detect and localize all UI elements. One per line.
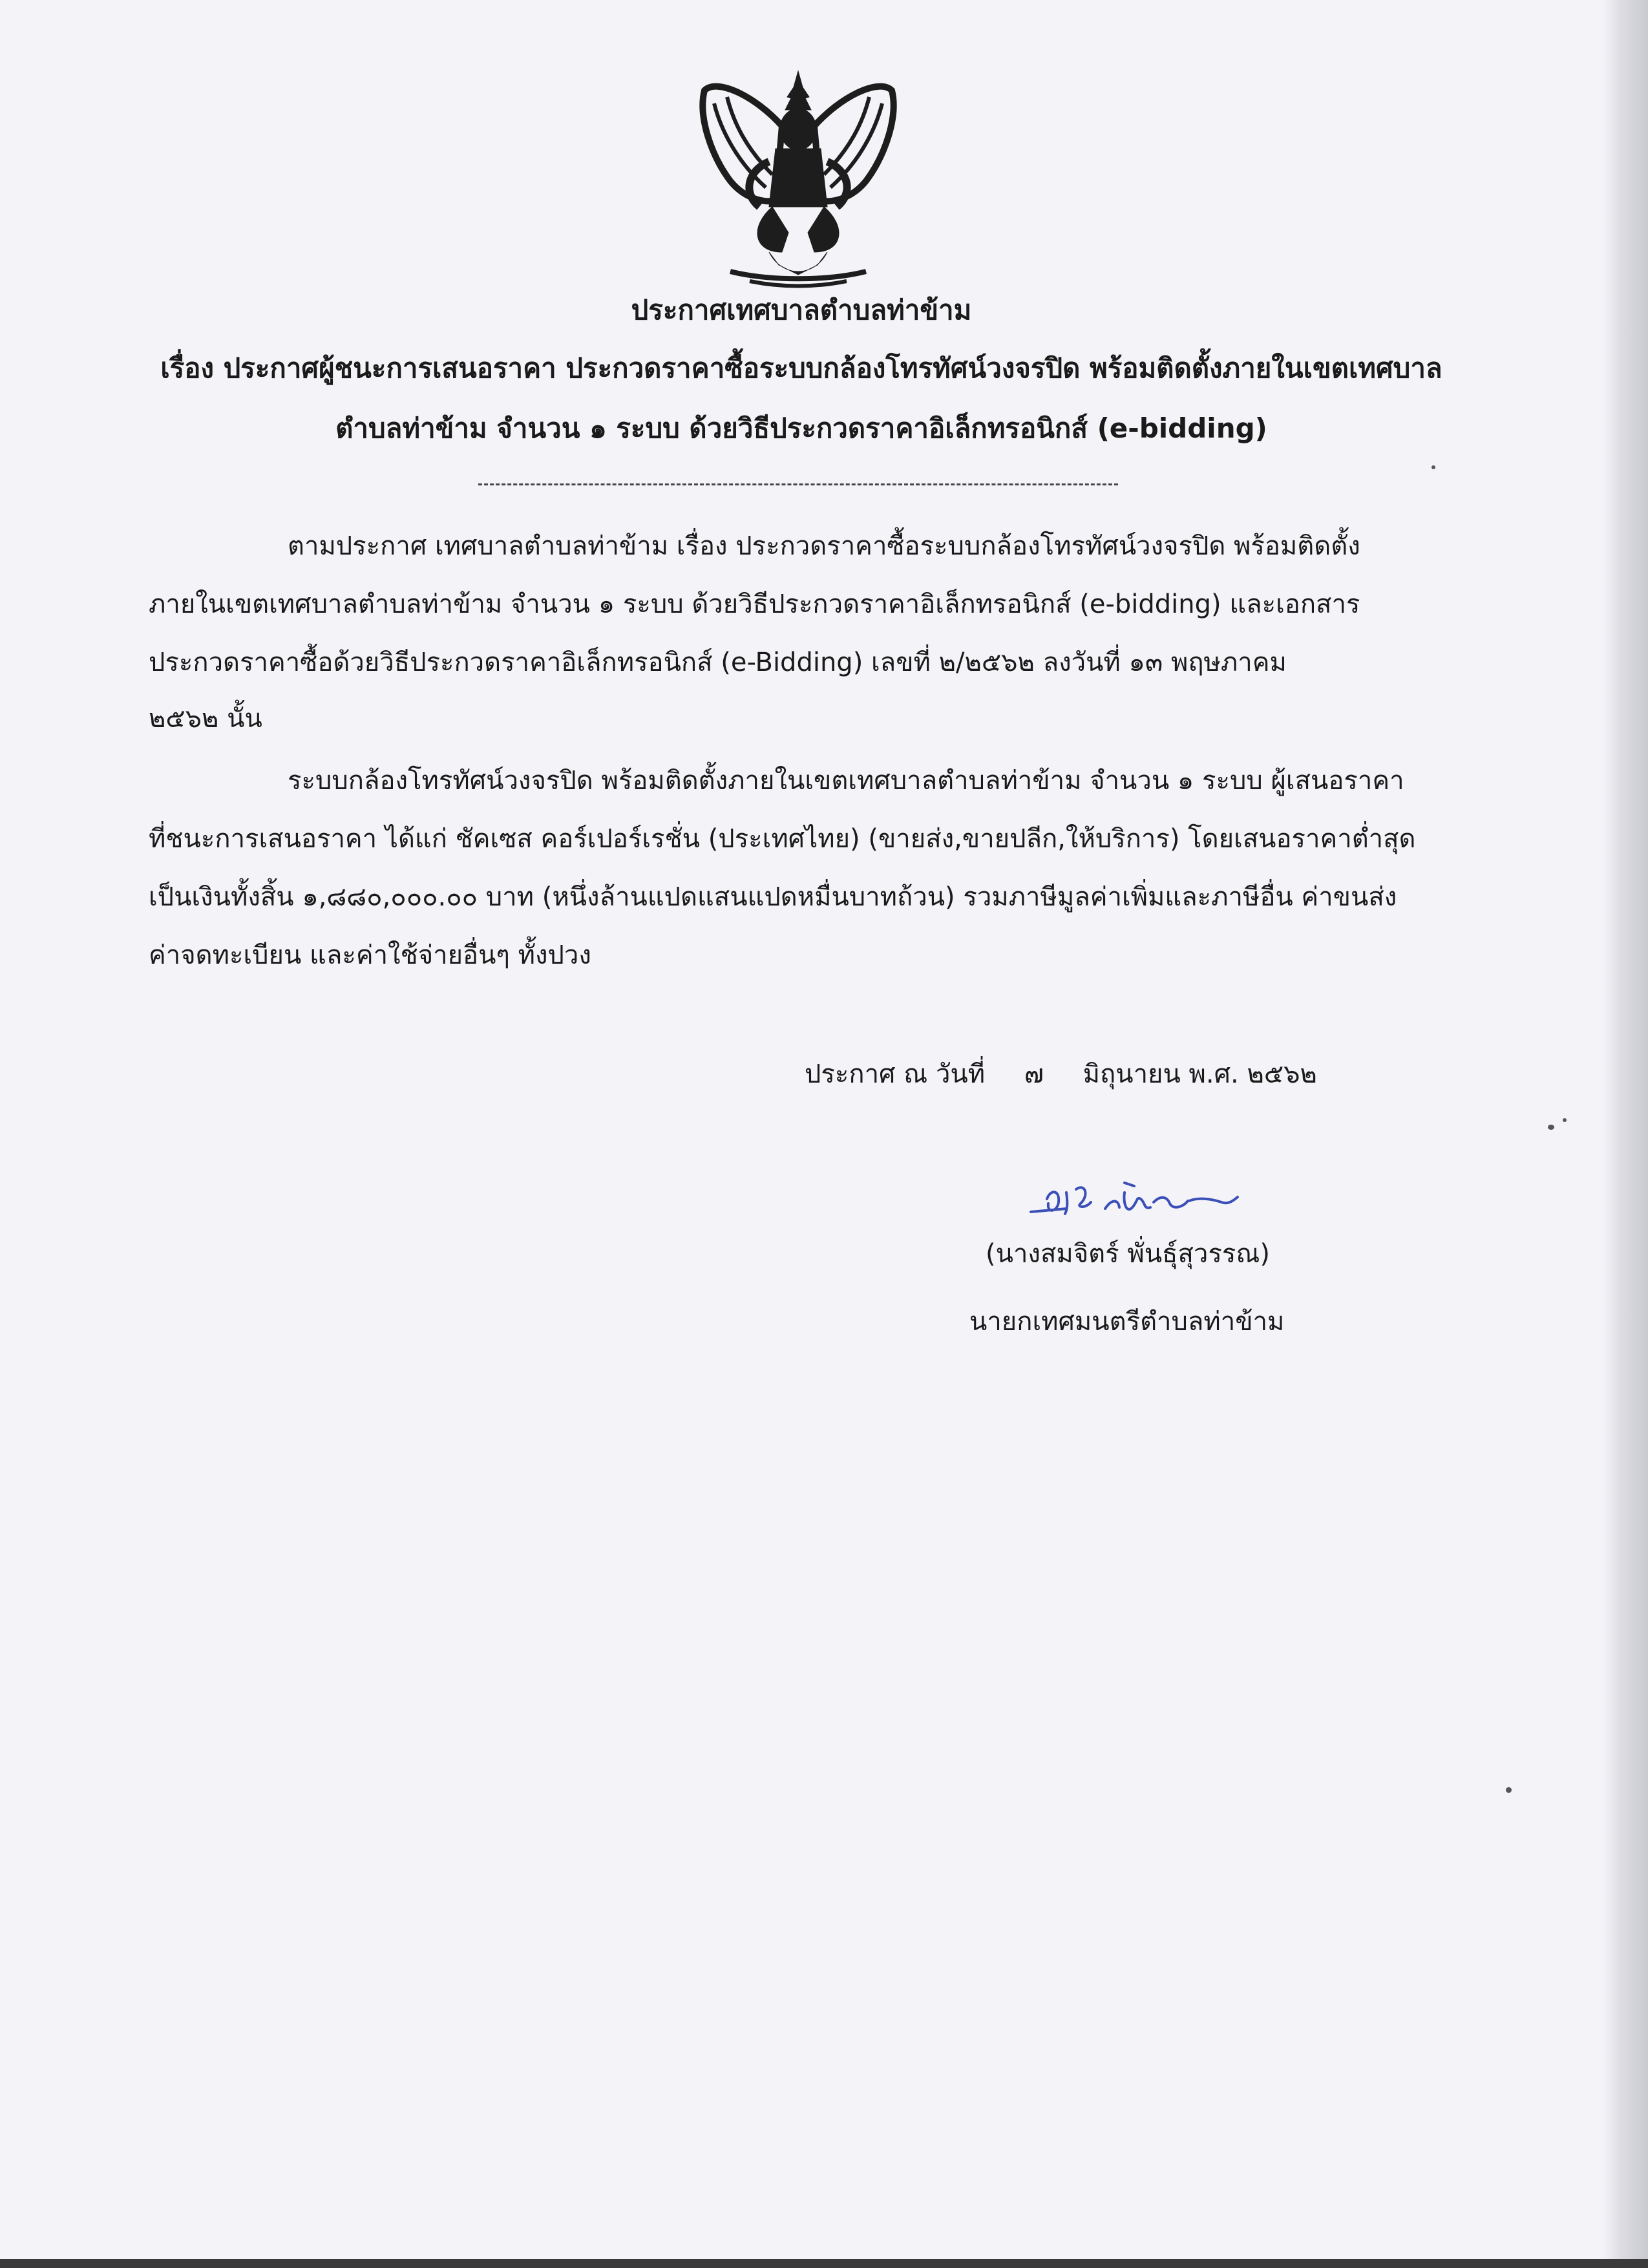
date-day: ๗	[1024, 1059, 1044, 1089]
scan-edge-bottom	[0, 2259, 1648, 2268]
signatory-name: (นางสมจิตร์ พั่นธุ์สุวรรณ)	[986, 1239, 1271, 1269]
date-month-year: มิถุนายน พ.ศ. ๒๕๖๒	[1083, 1059, 1317, 1089]
signatory-position: นายกเทศมนตรีตำบลท่าข้าม	[969, 1307, 1285, 1337]
document-title: ประกาศเทศบาลตำบลท่าข้าม	[631, 294, 972, 326]
paragraph-2-line-3: เป็นเงินทั้งสิ้น ๑,๘๘๐,๐๐๐.๐๐ บาท (หนึ่งล้านแปดแสนแปดหมื่นบาทถ้วน) รวมภาษีมูลค่าเพิ่มและภาษีอื่น ค่าขนส่ง	[149, 882, 1397, 912]
paragraph-1-line-1: ตามประกาศ เทศบาลตำบลท่าข้าม เรื่อง ประกวดราคาซื้อระบบกล้องโทรทัศน์วงจรปิด พร้อมติดตั้ง	[288, 531, 1360, 561]
paragraph-1-line-2: ภายในเขตเทศบาลตำบลท่าข้าม จำนวน ๑ ระบบ ด้วยวิธีประกวดราคาอิเล็กทรอนิกส์ (e-bidding) และเอกสาร	[149, 589, 1360, 619]
scan-edge-right	[1603, 0, 1648, 2268]
paragraph-1-line-4: ๒๕๖๒ นั้น	[149, 704, 262, 734]
scan-speck	[1563, 1118, 1567, 1122]
scan-speck	[1431, 465, 1435, 469]
scan-speck	[1506, 1787, 1512, 1793]
garuda-emblem-icon	[692, 58, 905, 291]
announcement-date	[805, 1055, 1317, 1094]
subject-line-1: เรื่อง ประกาศผู้ชนะการเสนอราคา ประกวดราคาซื้อระบบกล้องโทรทัศน์วงจรปิด พร้อมติดตั้งภายในเขตเทศบาล	[160, 352, 1442, 384]
divider-line	[478, 483, 1118, 485]
subject-line-2: ตำบลท่าข้าม จำนวน ๑ ระบบ ด้วยวิธีประกวดราคาอิเล็กทรอนิกส์ (e-bidding)	[335, 412, 1267, 444]
paragraph-1-line-3: ประกวดราคาซื้อด้วยวิธีประกวดราคาอิเล็กทรอนิกส์ (e-Bidding) เลขที่ ๒/๒๕๖๒ ลงวันที่ ๑๓ พฤษภาคม	[149, 648, 1287, 677]
paragraph-2-line-4: ค่าจดทะเบียน และค่าใช้จ่ายอื่นๆ ทั้งปวง	[149, 940, 591, 970]
handwritten-signature	[1028, 1163, 1241, 1235]
scan-speck	[1548, 1125, 1554, 1130]
paragraph-2-line-1: ระบบกล้องโทรทัศน์วงจรปิด พร้อมติดตั้งภายในเขตเทศบาลตำบลท่าข้าม จำนวน ๑ ระบบ ผู้เสนอราคา	[288, 766, 1404, 796]
date-prefix: ประกาศ ณ วันที่	[805, 1059, 986, 1089]
paragraph-2-line-2: ที่ชนะการเสนอราคา ได้แก่ ชัคเซส คอร์เปอร์เรชั่น (ประเทศไทย) (ขายส่ง,ขายปลีก,ให้บริการ) โดยเสนอราคาต่ำสุด	[149, 824, 1416, 854]
